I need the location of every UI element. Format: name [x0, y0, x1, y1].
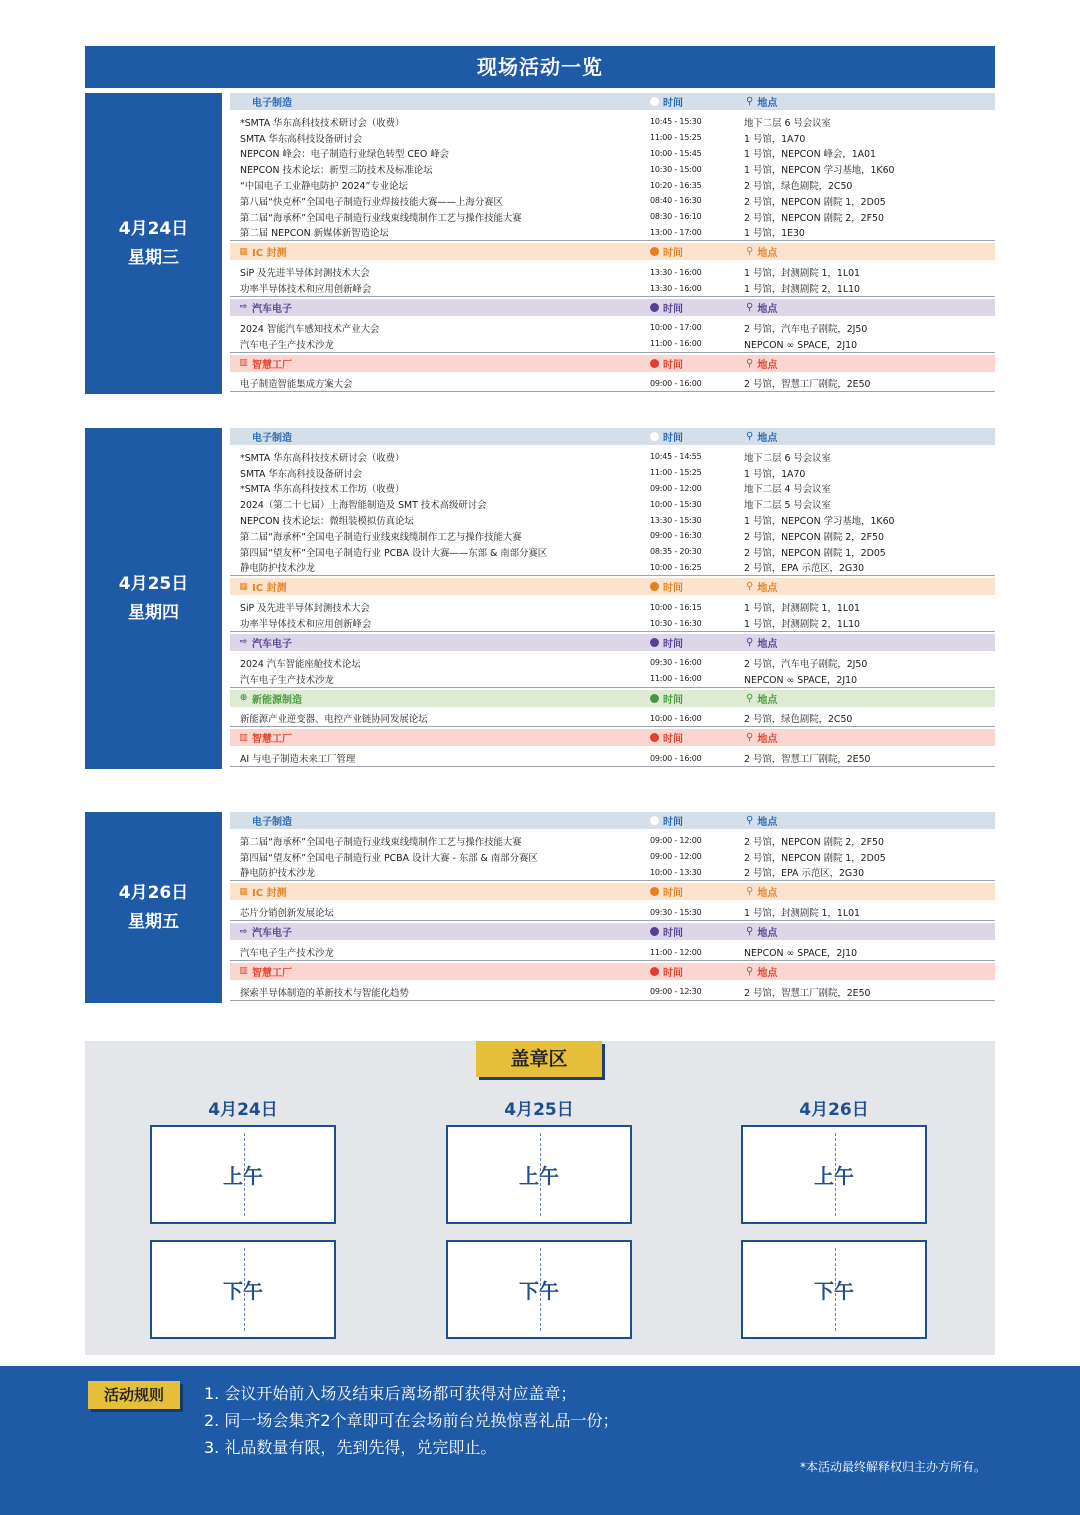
time-header: 时间	[663, 433, 683, 444]
event-location: 2 号馆，绿色剧院，2C50	[744, 181, 853, 193]
category-header	[230, 355, 995, 372]
category-name: IC 封测	[252, 248, 287, 260]
clock-icon	[650, 247, 659, 256]
event-row	[230, 114, 995, 130]
event-location: 2 号馆，NEPCON 剧院 2，2F50	[744, 836, 884, 848]
row-divider	[230, 726, 995, 727]
event-name: SMTA 华东高科技设备研讨会	[240, 133, 363, 145]
event-time: 10:00 - 16:25	[650, 562, 702, 572]
event-row	[230, 599, 995, 615]
event-location: 2 号馆，汽车电子剧院，2J50	[744, 323, 868, 335]
location-header: 地点	[757, 817, 778, 828]
clock-icon	[650, 694, 659, 703]
clock-icon	[650, 967, 659, 976]
event-time: 10:30 - 16:30	[650, 618, 702, 628]
rule-item: 1. 会议开始前入场及结束后离场都可获得对应盖章；	[204, 1384, 577, 1403]
day-date: 4月25日	[118, 573, 189, 594]
event-time: 11:00 - 15:25	[650, 133, 702, 143]
event-name: *SMTA 华东高科技技术工作坊（收费）	[240, 484, 405, 496]
clock-icon	[650, 638, 659, 647]
event-location: 1 号馆，NEPCON 学习基地，1K60	[744, 165, 895, 177]
event-name: 汽车电子生产技术沙龙	[240, 674, 334, 686]
category-name: 电子制造	[252, 433, 292, 444]
event-name: SiP 及先进半导体封测技术大会	[240, 603, 370, 615]
factory-icon: ▥	[239, 732, 248, 743]
location-header: 地点	[757, 967, 778, 979]
event-name: 第八届“快克杯”全国电子制造行业焊接技能大赛——上海分赛区	[240, 196, 503, 208]
event-name: NEPCON 技术论坛：新型三防技术及标准论坛	[240, 165, 433, 177]
event-time: 09:00 - 12:00	[650, 836, 702, 846]
row-divider	[230, 296, 995, 297]
event-time: 10:20 - 16:35	[650, 180, 702, 190]
event-row	[230, 711, 995, 727]
time-header: 时间	[663, 248, 683, 260]
day-schedule	[230, 812, 995, 1003]
event-location: 1 号馆，1E30	[744, 228, 805, 240]
page-title: 现场活动一览	[85, 46, 995, 88]
event-location: 2 号馆，汽车电子剧院，2J50	[744, 658, 868, 670]
stamp-box-pm	[741, 1240, 927, 1339]
event-location: 地下二层 5 号会议室	[744, 500, 831, 512]
event-row	[230, 865, 995, 881]
event-row	[230, 984, 995, 1000]
event-row	[230, 465, 995, 481]
row-divider	[230, 240, 995, 241]
category-header	[230, 634, 995, 651]
event-row	[230, 615, 995, 631]
clock-icon	[650, 816, 659, 825]
location-pin-icon: ⚲	[746, 96, 754, 107]
day-label	[85, 812, 222, 1003]
stamp-date: 4月25日	[504, 1100, 574, 1120]
event-location: 1 号馆，1A70	[744, 468, 806, 480]
category-name: 电子制造	[252, 98, 292, 109]
location-pin-icon: ⚲	[746, 732, 754, 744]
event-row	[230, 130, 995, 146]
event-time: 10:00 - 16:15	[650, 602, 702, 612]
event-time: 11:00 - 16:00	[650, 339, 702, 349]
category-header	[230, 578, 995, 595]
event-name: 2024（第二十七届）上海智能制造及 SMT 技术高级研讨会	[240, 500, 487, 512]
category-header	[230, 690, 995, 707]
event-location: 1 号馆，封测剧院 1，1L01	[744, 603, 861, 615]
chip-icon: ▦	[239, 581, 248, 592]
event-name: 第二届“海承杯”全国电子制造行业线束线缆制作工艺与操作技能大赛	[240, 836, 522, 848]
event-row	[230, 264, 995, 280]
event-name: 静电防护技术沙龙	[240, 563, 316, 575]
time-header: 时间	[663, 967, 683, 979]
stamp-box-pm	[150, 1240, 336, 1339]
event-row	[230, 280, 995, 296]
event-location: 2 号馆，智慧工厂剧院，2E50	[744, 754, 871, 766]
category-name: IC 封测	[252, 888, 287, 900]
chip-icon: ▦	[239, 886, 248, 897]
day-schedule	[230, 93, 995, 394]
time-header: 时间	[663, 928, 683, 940]
event-row	[230, 512, 995, 528]
category-header	[230, 729, 995, 746]
rules-tag: 活动规则	[88, 1381, 180, 1409]
day-weekday: 星期四	[128, 602, 179, 623]
event-time: 10:30 - 15:00	[650, 164, 702, 174]
event-location: 2 号馆，NEPCON 剧院 1，2D05	[744, 196, 886, 208]
event-location: 地下二层 6 号会议室	[744, 452, 831, 464]
event-name: 汽车电子生产技术沙龙	[240, 339, 334, 351]
location-header: 地点	[757, 734, 778, 746]
event-location: 2 号馆，NEPCON 剧院 2，2F50	[744, 531, 884, 543]
event-location: 1 号馆，封测剧院 1，1L01	[744, 268, 861, 280]
clock-icon	[650, 97, 659, 106]
event-name: 电子制造智能集成方案大会	[240, 379, 353, 391]
event-location: 1 号馆，封测剧院 2，1L10	[744, 619, 861, 631]
row-divider	[230, 575, 995, 576]
event-location: 2 号馆，智慧工厂剧院，2E50	[744, 379, 871, 391]
chip-icon: ▦	[239, 246, 248, 257]
event-time: 10:45 - 15:30	[650, 117, 702, 127]
event-name: *SMTA 华东高科技技术研讨会（收费）	[240, 452, 405, 464]
event-time: 08:30 - 16:10	[650, 212, 702, 222]
energy-icon: ⊕	[239, 693, 248, 704]
event-row	[230, 177, 995, 193]
circuit-icon	[238, 432, 249, 442]
event-name: NEPCON 技术论坛：微组装模拟仿真论坛	[240, 516, 414, 528]
event-row	[230, 496, 995, 512]
rules-note: *本活动最终解释权归主办方所有。	[799, 1460, 986, 1474]
event-name: SMTA 华东高科技设备研讨会	[240, 468, 363, 480]
event-name: 芯片分销创新发展论坛	[240, 908, 334, 920]
event-name: 探索半导体制造的革新技术与智能化趋势	[240, 987, 409, 999]
event-name: *SMTA 华东高科技技术研讨会（收费）	[240, 117, 405, 129]
event-name: 新能源产业逆变器、电控产业链协同发展论坛	[240, 714, 428, 726]
stamp-box-am	[741, 1125, 927, 1224]
event-row	[230, 161, 995, 177]
row-divider	[230, 391, 995, 392]
day-label	[85, 428, 222, 769]
stamp-box-am	[446, 1125, 632, 1224]
stamp-label-pm: 下午	[814, 1279, 854, 1303]
row-divider	[230, 631, 995, 632]
time-header: 时间	[663, 638, 683, 650]
car-icon: ⇨	[239, 302, 248, 313]
event-location: 1 号馆，封测剧院 1，1L01	[744, 908, 861, 920]
event-location: 2 号馆，绿色剧院，2C50	[744, 714, 853, 726]
event-time: 09:30 - 15:30	[650, 907, 702, 917]
event-location: 2 号馆，EPA 示范区，2G30	[744, 563, 865, 575]
event-name: 第四届“望友杯”全国电子制造行业 PCBA 设计大赛 - 东部 & 南部分赛区	[240, 852, 538, 864]
event-row	[230, 833, 995, 849]
row-divider	[230, 352, 995, 353]
location-pin-icon: ⚲	[746, 301, 754, 313]
event-row	[230, 849, 995, 865]
event-row	[230, 671, 995, 687]
event-time: 11:00 - 16:00	[650, 674, 702, 684]
category-name: 电子制造	[252, 817, 292, 828]
location-header: 地点	[757, 98, 778, 109]
event-time: 09:00 - 12:00	[650, 483, 702, 493]
row-divider	[230, 687, 995, 688]
event-row	[230, 560, 995, 576]
category-header	[230, 93, 995, 110]
day-date: 4月24日	[118, 218, 189, 239]
stamp-area	[85, 1041, 995, 1355]
time-header: 时间	[663, 734, 683, 746]
event-name: SiP 及先进半导体封测技术大会	[240, 268, 370, 280]
event-time: 13:30 - 15:30	[650, 515, 702, 525]
event-row	[230, 528, 995, 544]
stamp-label-am: 上午	[223, 1164, 263, 1188]
location-header: 地点	[757, 359, 778, 371]
event-time: 09:00 - 16:00	[650, 753, 702, 763]
event-name: “中国电子工业静电防护 2024”专业论坛	[240, 181, 408, 193]
rule-item: 2. 同一场会集齐2个章即可在会场前台兑换惊喜礼品一份；	[204, 1411, 619, 1430]
event-time: 13:30 - 16:00	[650, 283, 702, 293]
event-name: 静电防护技术沙龙	[240, 868, 316, 880]
stamp-box-pm	[446, 1240, 632, 1339]
location-pin-icon: ⚲	[746, 357, 754, 369]
day-weekday: 星期五	[128, 911, 179, 932]
category-header	[230, 428, 995, 445]
location-header: 地点	[757, 248, 778, 260]
event-name: 汽车电子生产技术沙龙	[240, 948, 334, 960]
category-header	[230, 243, 995, 260]
location-pin-icon: ⚲	[746, 692, 754, 704]
category-header	[230, 883, 995, 900]
row-divider	[230, 766, 995, 767]
row-divider	[230, 960, 995, 961]
car-icon: ⇨	[239, 926, 248, 937]
event-name: 第二届“海承杯”全国电子制造行业线束线缆制作工艺与操作技能大赛	[240, 531, 522, 543]
location-pin-icon: ⚲	[746, 815, 754, 826]
location-header: 地点	[757, 928, 778, 940]
event-name: 功率半导体技术和应用创新峰会	[240, 619, 372, 631]
event-row	[230, 193, 995, 209]
event-name: 功率半导体技术和应用创新峰会	[240, 284, 372, 296]
clock-icon	[650, 733, 659, 742]
time-header: 时间	[663, 817, 683, 828]
circuit-icon	[238, 97, 249, 107]
event-row	[230, 376, 995, 392]
category-header	[230, 812, 995, 829]
event-time: 10:00 - 13:30	[650, 867, 702, 877]
category-name: 汽车电子	[252, 928, 292, 940]
row-divider	[230, 1000, 995, 1001]
category-name: 智慧工厂	[252, 967, 292, 979]
day-label	[85, 93, 222, 394]
event-time: 11:00 - 12:00	[650, 947, 702, 957]
clock-icon	[650, 582, 659, 591]
stamp-area-title: 盖章区	[476, 1041, 602, 1077]
event-row	[230, 209, 995, 225]
event-name: 第二届 NEPCON 新媒体新智造论坛	[240, 228, 389, 240]
event-time: 10:00 - 17:00	[650, 323, 702, 333]
category-name: 新能源制造	[252, 694, 302, 706]
event-location: NEPCON ∞ SPACE，2J10	[744, 948, 858, 960]
event-row	[230, 904, 995, 920]
day-schedule	[230, 428, 995, 769]
event-name: 2024 智能汽车感知技术产业大会	[240, 323, 380, 335]
event-time: 10:00 - 15:30	[650, 499, 702, 509]
rules-section	[0, 1366, 1080, 1515]
category-header	[230, 299, 995, 316]
event-location: 1 号馆，封测剧院 2，1L10	[744, 284, 861, 296]
event-location: 地下二层 6 号会议室	[744, 117, 831, 129]
stamp-box-am	[150, 1125, 336, 1224]
location-header: 地点	[757, 433, 778, 444]
event-location: 1 号馆，NEPCON 峰会，1A01	[744, 149, 877, 161]
event-row	[230, 750, 995, 766]
event-row	[230, 225, 995, 241]
event-name: AI 与电子制造未来工厂管理	[240, 754, 356, 766]
event-name: 第四届“望友杯”全国电子制造行业 PCBA 设计大赛——东部 & 南部分赛区	[240, 547, 548, 559]
location-header: 地点	[757, 638, 778, 650]
event-location: 2 号馆，EPA 示范区，2G30	[744, 868, 865, 880]
stamp-label-pm: 下午	[223, 1279, 263, 1303]
event-row	[230, 336, 995, 352]
clock-icon	[650, 432, 659, 441]
row-divider	[230, 920, 995, 921]
event-time: 08:40 - 16:30	[650, 196, 702, 206]
category-name: 汽车电子	[252, 638, 292, 650]
event-time: 09:00 - 12:30	[650, 987, 702, 997]
time-header: 时间	[663, 303, 683, 315]
day-weekday: 星期三	[128, 247, 179, 268]
stamp-label-pm: 下午	[519, 1279, 559, 1303]
event-name: 2024 汽车智能座舱技术论坛	[240, 658, 361, 670]
event-time: 13:00 - 17:00	[650, 227, 702, 237]
event-time: 10:00 - 15:45	[650, 148, 702, 158]
location-header: 地点	[757, 888, 778, 900]
event-row	[230, 320, 995, 336]
event-row	[230, 944, 995, 960]
clock-icon	[650, 887, 659, 896]
factory-icon: ▥	[239, 966, 248, 977]
event-time: 08:35 - 20:30	[650, 547, 702, 557]
location-pin-icon: ⚲	[746, 581, 754, 593]
event-time: 09:00 - 16:00	[650, 378, 702, 388]
stamp-date: 4月26日	[799, 1100, 869, 1120]
category-name: 汽车电子	[252, 303, 292, 315]
category-header	[230, 923, 995, 940]
event-time: 11:00 - 15:25	[650, 468, 702, 478]
event-location: 1 号馆，1A70	[744, 133, 806, 145]
stamp-label-am: 上午	[519, 1164, 559, 1188]
event-time: 09:00 - 12:00	[650, 852, 702, 862]
time-header: 时间	[663, 694, 683, 706]
event-row	[230, 449, 995, 465]
category-header	[230, 963, 995, 980]
event-location: 2 号馆，NEPCON 剧院 2，2F50	[744, 212, 884, 224]
clock-icon	[650, 359, 659, 368]
rules-list	[204, 1380, 619, 1461]
row-divider	[230, 880, 995, 881]
stamp-label-am: 上午	[814, 1164, 854, 1188]
stamp-date: 4月24日	[208, 1100, 278, 1120]
event-location: 1 号馆，NEPCON 学习基地，1K60	[744, 516, 895, 528]
category-name: 智慧工厂	[252, 359, 292, 371]
time-header: 时间	[663, 888, 683, 900]
event-time: 10:00 - 16:00	[650, 713, 702, 723]
car-icon: ⇨	[239, 637, 248, 648]
event-location: 2 号馆，智慧工厂剧院，2E50	[744, 987, 871, 999]
rule-item: 3. 礼品数量有限，先到先得，兑完即止。	[204, 1438, 497, 1457]
time-header: 时间	[663, 583, 683, 595]
event-row	[230, 481, 995, 497]
factory-icon: ▥	[239, 358, 248, 369]
time-header: 时间	[663, 359, 683, 371]
category-name: IC 封测	[252, 583, 287, 595]
event-time: 09:30 - 16:00	[650, 658, 702, 668]
event-location: NEPCON ∞ SPACE，2J10	[744, 674, 858, 686]
event-time: 13:30 - 16:00	[650, 267, 702, 277]
clock-icon	[650, 927, 659, 936]
time-header: 时间	[663, 98, 683, 109]
location-pin-icon: ⚲	[746, 926, 754, 938]
location-pin-icon: ⚲	[746, 886, 754, 898]
location-header: 地点	[757, 303, 778, 315]
event-time: 10:45 - 14:55	[650, 452, 702, 462]
location-pin-icon: ⚲	[746, 636, 754, 648]
location-header: 地点	[757, 583, 778, 595]
location-pin-icon: ⚲	[746, 965, 754, 977]
event-location: 2 号馆，NEPCON 剧院 1，2D05	[744, 547, 886, 559]
event-location: 地下二层 4 号会议室	[744, 484, 831, 496]
location-pin-icon: ⚲	[746, 431, 754, 442]
event-row	[230, 544, 995, 560]
event-location: NEPCON ∞ SPACE，2J10	[744, 339, 858, 351]
event-row	[230, 146, 995, 162]
category-name: 智慧工厂	[252, 734, 292, 746]
event-time: 09:00 - 16:30	[650, 531, 702, 541]
circuit-icon	[238, 816, 249, 826]
location-header: 地点	[757, 694, 778, 706]
day-date: 4月26日	[118, 882, 189, 903]
event-row	[230, 655, 995, 671]
clock-icon	[650, 303, 659, 312]
event-name: 第二届“海承杯”全国电子制造行业线束线缆制作工艺与操作技能大赛	[240, 212, 522, 224]
event-name: NEPCON 峰会：电子制造行业绿色转型 CEO 峰会	[240, 149, 449, 161]
event-location: 2 号馆，NEPCON 剧院 1，2D05	[744, 852, 886, 864]
location-pin-icon: ⚲	[746, 246, 754, 258]
